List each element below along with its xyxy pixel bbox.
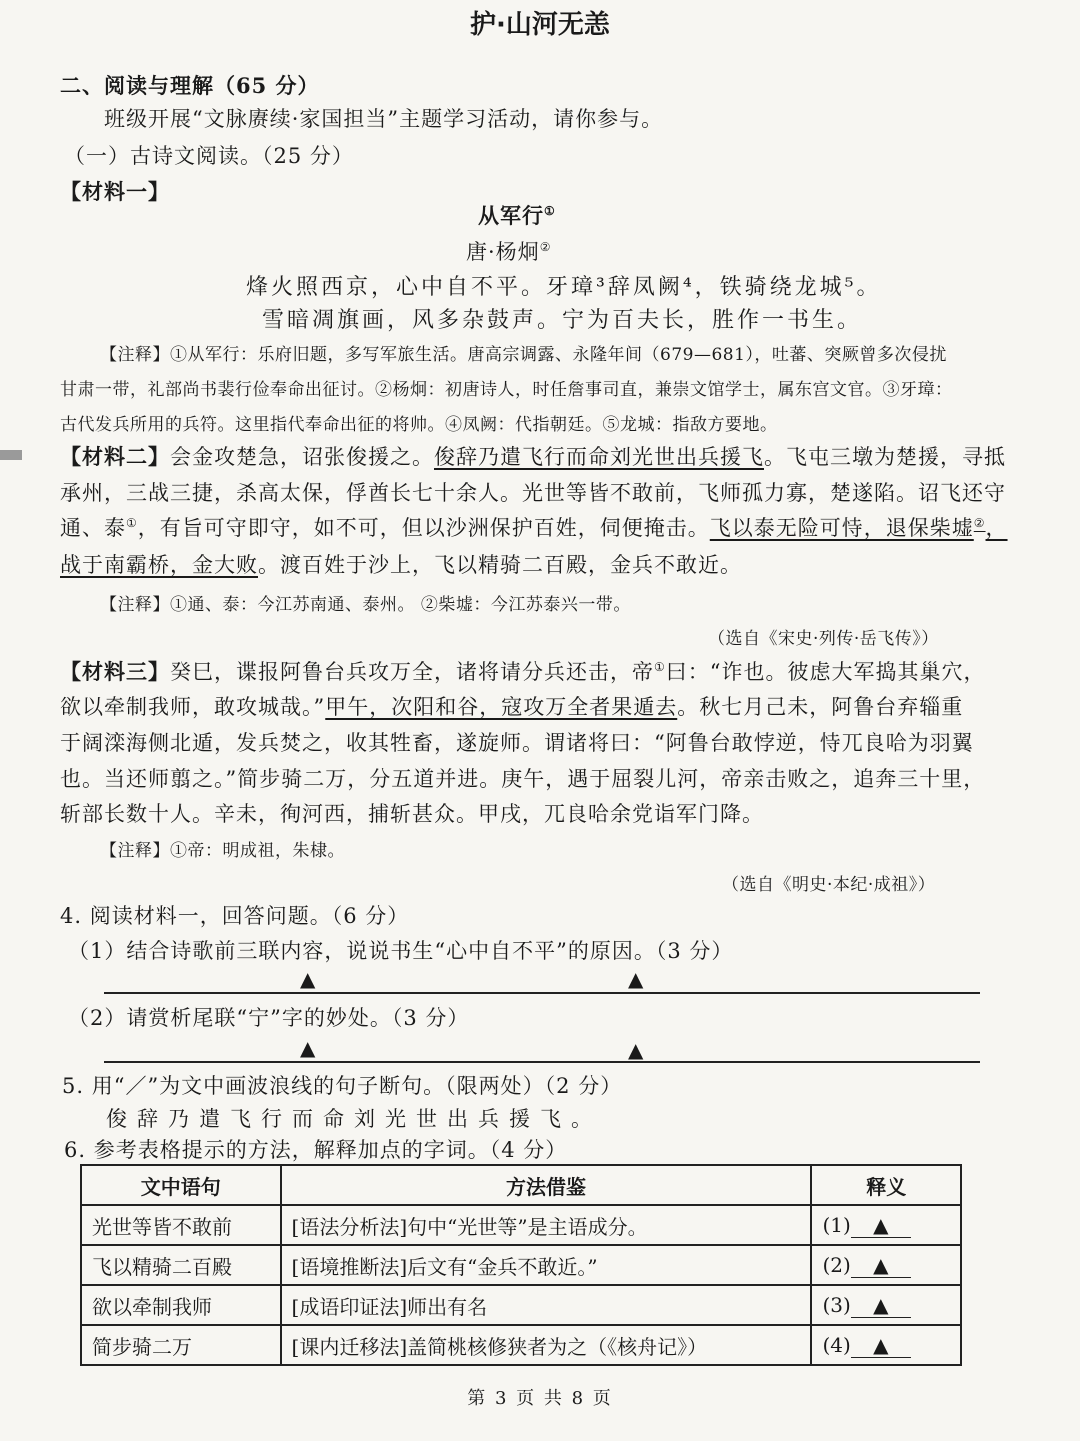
material3-note-ref: ① [654, 660, 666, 674]
material3-text: 曰：“诈也。彼虑大军捣其巢穴， [665, 660, 986, 684]
material3-label: 【材料三】 [60, 659, 170, 684]
answer-blank-marker: ▲ [300, 967, 316, 991]
cell-method: [课内迁移法]盖简桃核修狭者为之（《核舟记》） [281, 1325, 812, 1365]
q4-heading: 4. 阅读材料一，回答问题。（6 分） [60, 904, 410, 928]
material3-line1 [60, 656, 986, 686]
cell-sentence: 简步骑二万 [81, 1325, 281, 1365]
cell-method: [成语印证法]师出有名 [281, 1285, 812, 1325]
cell-answer[interactable] [811, 1285, 961, 1325]
underlined-sentence: 甲午，次阳和谷，寇攻万全者果遁去 [325, 695, 678, 719]
material1-label: 【材料一】 [60, 179, 170, 204]
wavy-underlined-sentence: 俊辞乃遣飞行而命刘光世出兵援飞 [434, 445, 764, 469]
answer-blank[interactable]: ▲ [851, 1253, 911, 1278]
q5-heading: 5. 用“／”为文中画波浪线的句子断句。（限两处）（2 分） [62, 1074, 623, 1098]
page-footer: 第 3 页 共 8 页 [467, 1388, 613, 1409]
answer-number: (2) [822, 1252, 851, 1277]
cell-sentence: 光世等皆不敢前 [81, 1205, 281, 1245]
material2-line3 [60, 512, 1008, 542]
table-row [81, 1245, 961, 1285]
table-row [81, 1285, 961, 1325]
q4-subquestion-2: （2）请赏析尾联“宁”字的妙处。（3 分） [68, 1006, 470, 1030]
cell-answer[interactable] [811, 1245, 961, 1285]
material3-note: 【注释】①帝：明成祖，朱棣。 [100, 841, 345, 861]
answer-number: (3) [822, 1292, 851, 1317]
cell-answer[interactable] [811, 1205, 961, 1245]
poem-title [478, 200, 556, 230]
material2-text: 。渡百姓于沙上，飞以精骑二百殿，金兵不敢近。 [258, 553, 742, 577]
material3-line3: 于阔滦海侧北遁，发兵焚之，收其牲畜，遂旋师。谓诸将曰：“阿鲁台敢悖逆，恃兀良哈为羽翼 [60, 731, 974, 755]
underlined-sentence: ， [985, 516, 1008, 540]
material2-source: （选自《宋史·列传·岳飞传》） [708, 629, 939, 649]
subsection-heading: （一）古诗文阅读。（25 分） [64, 144, 354, 168]
q4-1-answer-line[interactable] [104, 992, 980, 994]
material2-note-ref: ② [973, 516, 986, 530]
poem-author-note: ② [539, 240, 552, 254]
answer-blank-marker: ▲ [300, 1036, 316, 1060]
poem-author [466, 236, 551, 266]
material1-note-line2: 甘肃一带，礼部尚书裴行俭奉命出征讨。②杨炯：初唐诗人，时任詹事司直，兼崇文馆学士，属东宫文官。③牙璋： [60, 380, 953, 400]
method-table [80, 1164, 962, 1366]
material3-source: （选自《明史·本纪·成祖》） [722, 875, 936, 895]
q4-subquestion-1: （1）结合诗歌前三联内容，说说书生“心中自不平”的原因。（3 分） [68, 939, 734, 963]
underlined-sentence: 飞以泰无险可恃，退保柴墟 [709, 516, 974, 540]
poem-title-note: ① [544, 204, 556, 218]
material3-line5: 斩部长数十人。辛未，徇河西，捕斩甚众。甲戌，兀良哈余党诣军门降。 [60, 802, 764, 826]
material3-text: 欲以牵制我师，敢攻城哉。” [60, 695, 326, 719]
answer-blank-marker: ▲ [628, 967, 644, 991]
material3-line4: 也。当还师翦之。”简步骑二万，分五道并进。庚午，遇于屈裂儿河，帝亲击败之，追奔三十里， [60, 767, 986, 791]
column-header: 方法借鉴 [281, 1165, 812, 1205]
section-heading: 二、阅读与理解（65 分） [60, 73, 320, 98]
column-header: 释义 [811, 1165, 961, 1205]
table-row [81, 1325, 961, 1365]
underlined-sentence: 战于南霸桥，金大败 [60, 553, 258, 577]
q5-sentence: 俊辞乃遣飞行而命刘光世出兵援飞。 [106, 1107, 602, 1131]
scan-edge-mark [0, 450, 22, 460]
column-header: 文中语句 [81, 1165, 281, 1205]
material2-line1 [60, 441, 1006, 471]
table-row [81, 1205, 961, 1245]
material1-note-line3: 古代发兵所用的兵符。这里指代奉命出征的将帅。④凤阙：代指朝廷。⑤龙城：指敌方要地。 [60, 415, 778, 435]
material2-label: 【材料二】 [60, 444, 170, 469]
material2-note: 【注释】①通、泰：今江苏南通、泰州。 ②柴墟：今江苏泰兴一带。 [100, 595, 631, 615]
material2-text: 。飞屯三墩为楚援，寻抵 [764, 445, 1006, 469]
material2-line4 [60, 549, 742, 579]
table-header-row [81, 1165, 961, 1205]
cell-answer[interactable] [811, 1325, 961, 1365]
material2-text: ，有旨可守即守，如不可，但以沙洲保护百姓，伺便掩击。 [137, 516, 710, 540]
material3-text: 。秋七月己未，阿鲁台弃辎重 [677, 695, 964, 719]
answer-blank-marker: ▲ [628, 1038, 644, 1062]
page-header-title: 护·山河无恙 [470, 10, 610, 40]
material2-line2: 承州，三战三捷，杀高太保，俘酋长七十余人。光世等皆不敢前，飞师孤力寡，楚遂陷。诏飞还守 [60, 481, 1006, 505]
poem-line-1: 烽火照西京，心中自不平。牙璋³辞凤阙⁴，铁骑绕龙城⁵。 [246, 275, 882, 300]
poem-line-2: 雪暗凋旗画，风多杂鼓声。宁为百夫长，胜作一书生。 [262, 308, 863, 333]
answer-number: (4) [822, 1332, 851, 1357]
answer-blank[interactable]: ▲ [851, 1213, 911, 1238]
material2-note-ref: ① [126, 516, 138, 530]
cell-sentence: 飞以精骑二百殿 [81, 1245, 281, 1285]
q6-heading: 6. 参考表格提示的方法，解释加点的字词。（4 分） [64, 1138, 568, 1162]
material3-line2 [60, 691, 963, 721]
section-intro: 班级开展“文脉赓续·家国担当”主题学习活动，请你参与。 [104, 107, 664, 131]
material2-text: 会金攻楚急，诏张俊援之。 [170, 445, 434, 469]
answer-blank[interactable]: ▲ [851, 1333, 911, 1358]
answer-blank[interactable]: ▲ [851, 1293, 911, 1318]
material1-note-line1: 【注释】①从军行：乐府旧题，多写军旅生活。唐高宗调露、永隆年间（679—681），吐蕃、突厥曾多次侵扰 [100, 345, 947, 365]
poem-title-text: 从军行 [478, 203, 544, 228]
cell-method: [语法分析法]句中“光世等”是主语成分。 [281, 1205, 812, 1245]
cell-sentence: 欲以牵制我师 [81, 1285, 281, 1325]
material3-text: 癸巳，谍报阿鲁台兵攻万全，诸将请分兵还击，帝 [170, 660, 654, 684]
cell-method: [语境推断法]后文有“金兵不敢近。” [281, 1245, 812, 1285]
material2-text: 通、泰 [60, 516, 126, 540]
poem-author-text: 唐·杨炯 [466, 240, 540, 264]
answer-number: (1) [822, 1212, 851, 1237]
q4-2-answer-line[interactable] [104, 1061, 980, 1063]
